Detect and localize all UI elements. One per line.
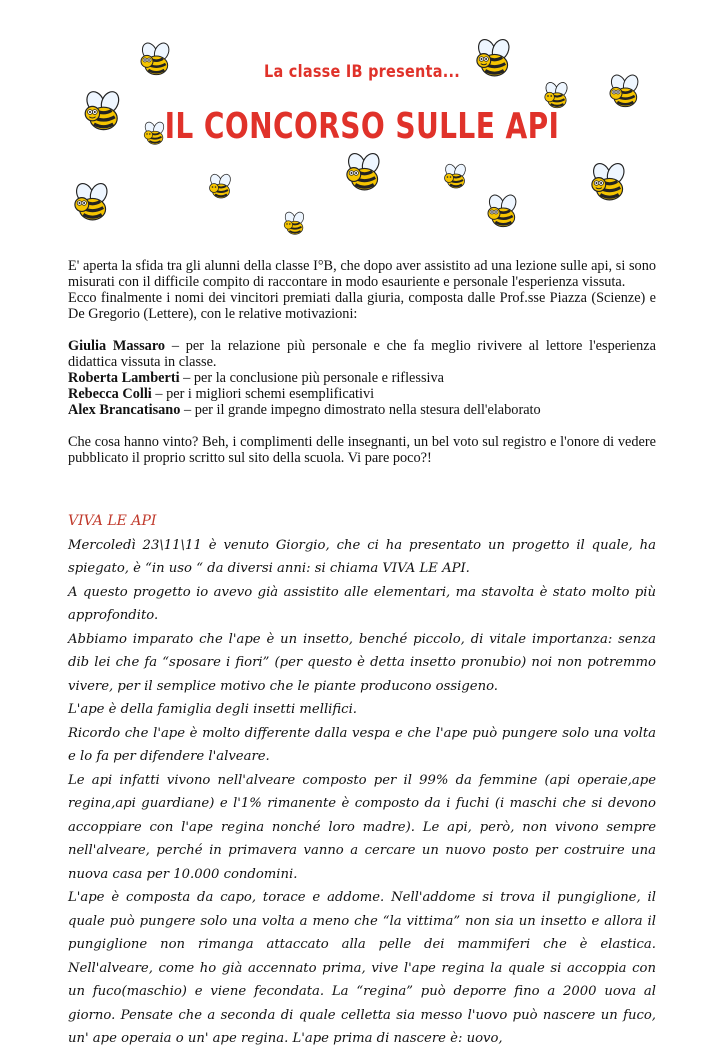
winner-name: Roberta Lamberti — [68, 370, 180, 386]
header-subtitle: La classe IB presenta... — [264, 62, 460, 82]
bee-icon — [440, 162, 470, 192]
story-paragraph: L'ape è composta da capo, torace e addome. Nell'addome si trova il pungiglione, il quale può pungere solo una volta a meno che “la vittima” non sia un insetto e allora il pungiglione non rimanga attaccato alla pelle dei mammiferi che è elastica. Nell'alveare, come ho già accennato prima, vive l'ape regina la quale si accoppia con un fuco(maschio) e viene fecondata. La “regina” può deporre fino a 2000 uova al giorno. Pensate che a seconda di quale celletta sia messo l'uovo può nascere un fuco, un' ape operaia o un' ape regina. L'ape prima di nascere è: uovo, — [68, 890, 656, 1046]
bee-icon — [585, 160, 631, 206]
winner-name: Rebecca Colli — [68, 386, 152, 402]
winner-entry — [68, 386, 656, 402]
story-paragraph: A questo progetto io avevo già assistito alle elementari, ma stavolta è stato molto più approfondito. — [68, 584, 656, 623]
winner-reason: – per la conclusione più personale e riflessiva — [179, 370, 444, 386]
intro-paragraph: Ecco finalmente i nomi dei vincitori premiati dalla giuria, composta dalle Prof.sse Piazza (Scienze) e De Gregorio (Lettere), con le relative motivazioni: — [68, 290, 656, 322]
story-section — [68, 510, 656, 1051]
winner-reason: – per il grande impegno dimostrato nella stesura dell'elaborato — [180, 402, 541, 418]
story-paragraph: L'ape è della famiglia degli insetti mellifici. — [68, 702, 357, 717]
intro-section — [68, 258, 656, 466]
story-paragraph: Mercoledì 23\11\11 è venuto Giorgio, che ci ha presentato un progetto il quale, ha spiegato, è “in uso “ da diversi anni: si chiama VIVA LE API. — [68, 537, 656, 576]
winner-entry — [68, 402, 656, 418]
story-paragraph: Le api infatti vivono nell'alveare composto per il 99% da femmine (api operaie,ape regina,api guardiane) e l'1% rimanente è composto da i fuchi (i maschi che si devono accoppiare con l'ape regina nonché loro madre). Le api, però, non vivono sempre nell'alveare, perché in primavera vanno a cercare un nuovo posto per costruire una nuova casa per 10.000 condomini. — [68, 772, 656, 882]
winner-reason: – per i migliori schemi esemplificativi — [151, 386, 375, 402]
intro-paragraph: E' aperta la sfida tra gli alunni della classe I°B, che dopo aver assistito ad una lezione sulle api, si sono misurati con il difficile compito di raccontare in modo esauriente e personale l'esperienza vissuta. — [68, 258, 656, 290]
winner-name: Giulia Massaro — [68, 338, 166, 354]
header-banner — [0, 0, 724, 250]
intro-paragraph: Che cosa hanno vinto? Beh, i complimenti delle insegnanti, un bel voto sul registro e l'onore di vedere pubblicato il proprio scritto sul sito della scuola. Vi pare poco?! — [68, 434, 656, 466]
story-paragraph: Abbiamo imparato che l'ape è un insetto, benché piccolo, di vitale importanza: senza dib lei che fa “sposare i fiori” (per questo è detta insetto pronubio) noi non potremmo vivere, per il semplice motivo che le piante producono ossigeno. — [68, 631, 656, 694]
winner-name: Alex Brancatisano — [68, 402, 181, 418]
winner-entry — [68, 370, 656, 386]
bee-icon — [68, 180, 114, 226]
winner-entry — [68, 338, 656, 370]
winner-reason: – per la relazione più personale e che fa meglio rivivere al lettore l'esperienza didattica vissuta in classe. — [68, 338, 656, 370]
story-title: VIVA LE API — [68, 513, 157, 529]
bee-icon — [205, 172, 235, 202]
bee-icon — [340, 150, 386, 196]
bee-icon — [280, 210, 308, 238]
page-title: IL CONCORSO SULLE API — [164, 106, 560, 147]
story-paragraph: Ricordo che l'ape è molto differente dalla vespa e che l'ape può pungere solo una volta e lo fa per difendere l'alveare. — [68, 725, 656, 764]
bee-icon — [482, 192, 522, 232]
